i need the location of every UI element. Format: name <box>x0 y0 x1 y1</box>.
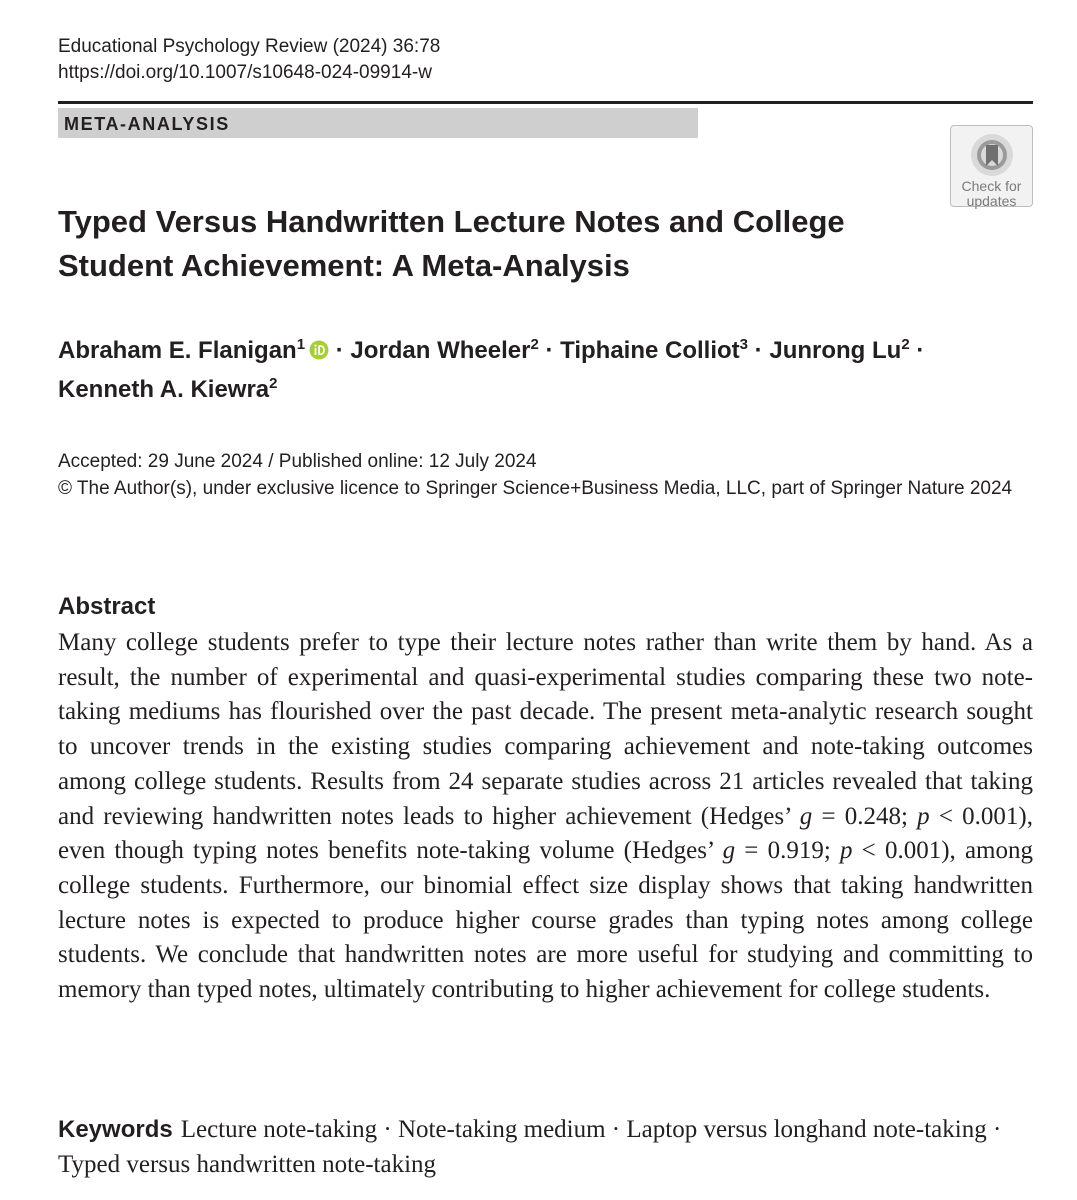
author-list <box>58 332 1033 408</box>
title-line-1: Typed Versus Handwritten Lecture Notes and College <box>58 204 845 239</box>
publication-dates: Accepted: 29 June 2024 / Published online: 12 July 2024 <box>58 451 537 472</box>
header-rule <box>58 101 1033 104</box>
author-separator: · <box>538 337 561 364</box>
abstract-heading: Abstract <box>58 593 156 620</box>
abstract-p-value-1: < 0.001), even though typing notes benefits note-taking volume (Hedges’ <box>58 802 1033 865</box>
author-separator: · <box>909 337 925 364</box>
badge-line-1: Check for <box>961 178 1022 194</box>
article-type-band: META-ANALYSIS <box>58 108 698 138</box>
badge-line-2: updates <box>966 193 1017 209</box>
statistic-g: g <box>722 837 736 865</box>
orcid-icon[interactable] <box>309 334 329 371</box>
affiliation-marker: 2 <box>530 336 539 353</box>
author-name[interactable]: Jordan Wheeler <box>350 337 531 364</box>
author-separator: · <box>748 337 770 364</box>
abstract-part-1: Many college students prefer to type their lecture notes rather than write them by hand. As a result, the number of experimental and quasi-experimental studies comparing these two note-taking mediums has flourished over the past decade. The present meta-analytic research sought to uncover trends in the existing studies comparing achievement and note-taking outcomes among college students. Results from 24 separate studies across 21 articles revealed that taking and reviewing handwritten notes leads to higher achievement (Hedges’ <box>58 629 1033 830</box>
author-name[interactable]: Tiphaine Colliot <box>560 337 740 364</box>
crossmark-icon <box>969 132 1015 178</box>
author-name[interactable]: Junrong Lu <box>769 337 902 364</box>
affiliation-marker: 2 <box>269 375 278 392</box>
title-line-2: Student Achievement: A Meta-Analysis <box>58 248 630 283</box>
author-name[interactable]: Abraham E. Flanigan <box>58 337 297 364</box>
keywords-text: Lecture note-taking · Note-taking medium · Laptop versus longhand note-taking · Typed versus handwritten note-taking <box>58 1116 1002 1178</box>
abstract-g-value-2: = 0.919; <box>735 837 840 865</box>
affiliation-marker: 1 <box>296 336 306 353</box>
statistic-p: p <box>839 837 853 865</box>
affiliation-marker: 3 <box>739 336 749 353</box>
check-for-updates-badge[interactable] <box>950 125 1033 207</box>
statistic-p: p <box>917 802 930 830</box>
copyright-notice: © The Author(s), under exclusive licence to Springer Science+Business Media, LLC, part of Springer Nature 2024 <box>58 478 1013 499</box>
abstract-g-value-1: = 0.248; <box>812 802 918 830</box>
abstract-text <box>58 626 1033 1008</box>
article-title <box>58 200 918 288</box>
doi-link[interactable]: https://doi.org/10.1007/s10648-024-09914-w <box>58 62 432 83</box>
abstract-p-value-2: < 0.001), among college students. Furthermore, our binomial effect size display shows that taking handwritten lecture notes is expected to produce higher course grades than typing notes among college students. We conclude that handwritten notes are more useful for studying and committing to memory than typed notes, ultimately contributing to higher achievement for college students. <box>58 837 1034 1004</box>
affiliation-marker: 2 <box>901 336 910 353</box>
keywords-label: Keywords <box>58 1116 173 1143</box>
author-name[interactable]: Kenneth A. Kiewra <box>58 376 270 403</box>
author-separator: · <box>329 337 351 364</box>
statistic-g: g <box>799 802 813 830</box>
journal-citation: Educational Psychology Review (2024) 36:78 <box>58 36 441 57</box>
keywords-section <box>58 1112 1033 1182</box>
